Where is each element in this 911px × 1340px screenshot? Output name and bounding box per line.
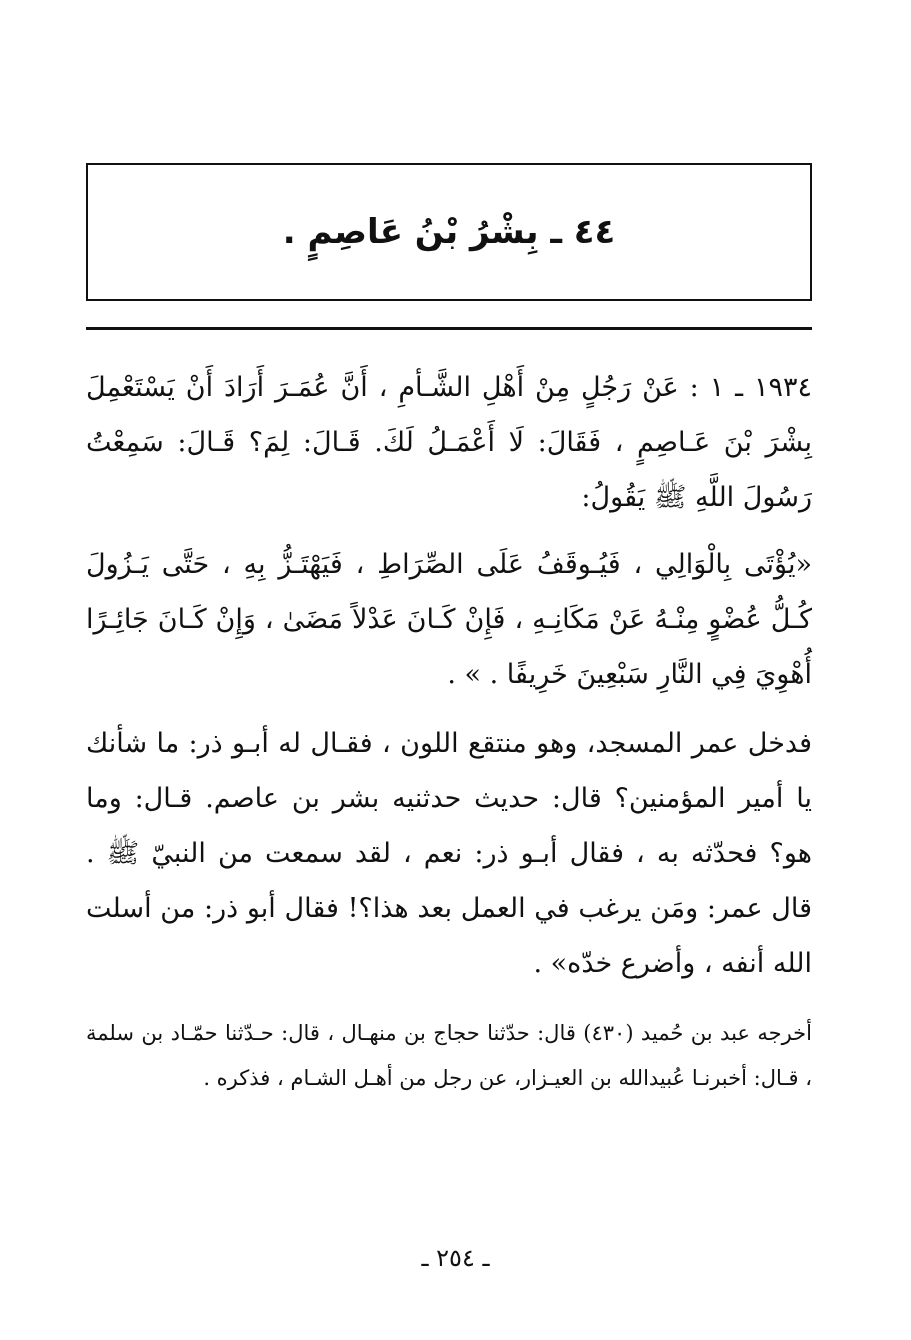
chapter-title-box [86,163,812,301]
horizontal-divider [86,327,812,330]
hadith-intro-paragraph: ١٩٣٤ ـ ١ : عَنْ رَجُلٍ مِنْ أَهْلِ الشَّـأمِ ، أَنَّ عُمَـرَ أَرَادَ أَنْ يَسْتَعْمِلَ بِشْرَ بْنَ عَـاصِمٍ ، فَقَالَ: لَا أَعْمَـلُ لَكَ. قَـالَ: لِمَ؟ قَـالَ: سَمِعْتُ رَسُولَ اللَّهِ ﷺ يَقُولُ: [86,372,812,513]
page-number: ـ ٢٥٤ ـ [421,1244,490,1272]
chapter-title: ٤٤ ـ بِشْرُ بْنُ عَاصِمٍ . [282,212,616,252]
hadith-quote-paragraph: «يُؤْتَى بِالْوَالِي ، فَيُـوقَفُ عَلَى الصِّرَاطِ ، فَيَهْتَـزُّ بِهِ ، حَتَّى يَـزُولَ كُـلُّ عُضْوٍ مِنْـهُ عَنْ مَكَانِـهِ ، فَإِنْ كَـانَ عَدْلاً مَضَىٰ ، وَإِنْ كَـانَ جَائِـرًا أُهْوِيَ فِي النَّارِ سَبْعِينَ خَرِيفًا . » . [86,549,812,690]
main-text [86,360,812,1101]
source-note: أخرجه عبد بن حُميد (٤٣٠) قال: حدّثنا حجاج بن منهـال ، قال: حـدّثنا حمّـاد بن سلمة ، قـال: أخبرنـا عُبيدالله بن العيـزار، عن رجل من أهـل الشـام ، فذكره . [86,1021,812,1090]
story-paragraph: فدخل عمر المسجد، وهو منتقع اللون ، فقـال له أبـو ذر: ما شأنك يا أمير المؤمنين؟ قال: حديث حدثنيه بشر بن عاصم. قـال: وما هو؟ فحدّثه به ، فقال أبـو ذر: نعم ، لقد سمعت من النبيّ ﷺ . قال عمر: ومَن يرغب في العمل بعد هذا؟! فقال أبو ذر: من أسلت الله أنفه ، وأضرع خدّه» . [86,728,812,979]
